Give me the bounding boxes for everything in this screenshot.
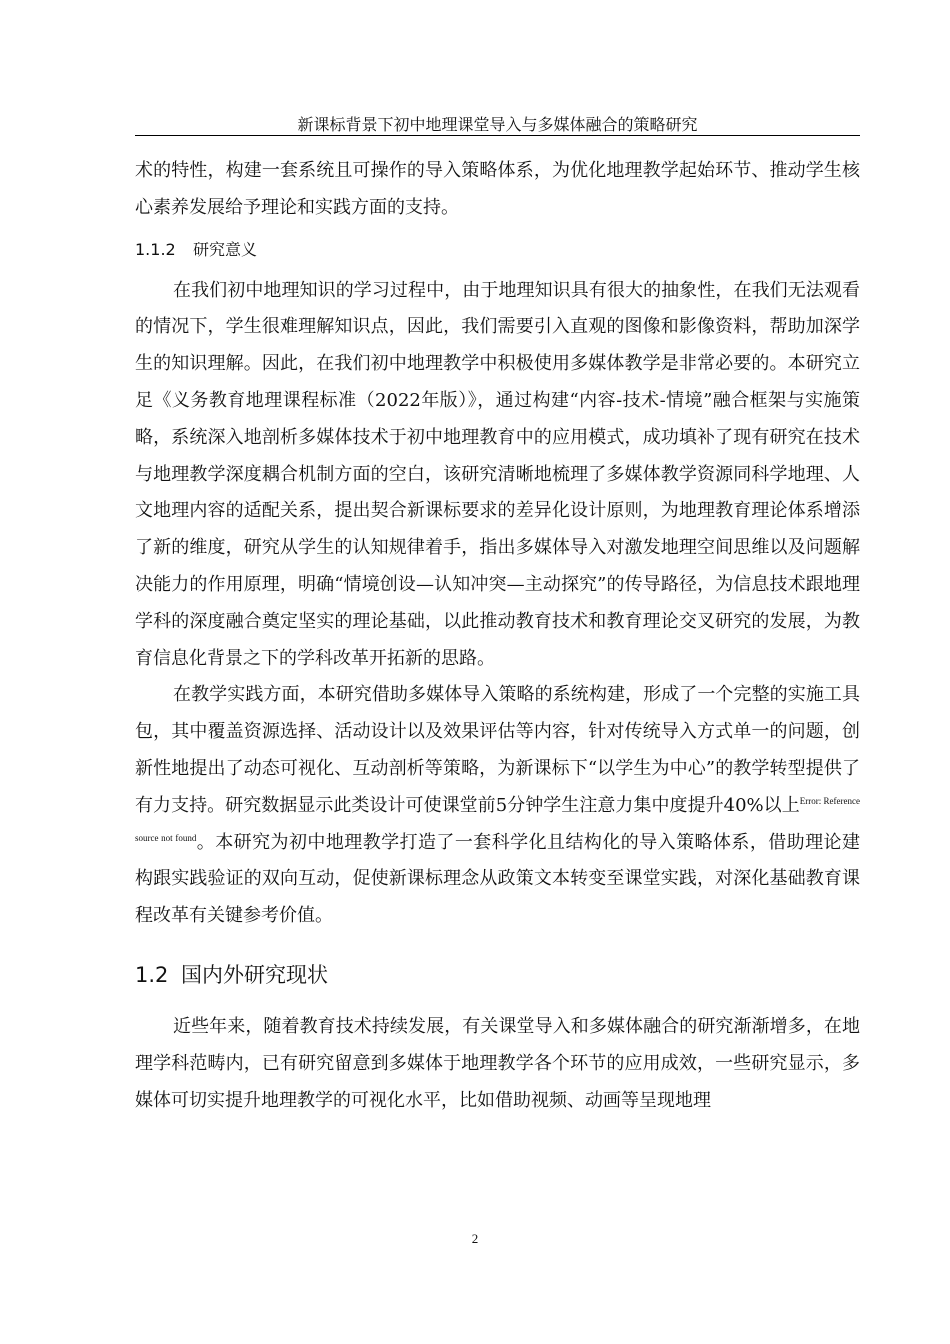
reference-error-note: Error: Reference source not found (135, 795, 860, 843)
section-heading-1-2 (135, 961, 860, 989)
section-number: 1.2 (135, 962, 169, 987)
research-significance-paragraph-2 (135, 677, 860, 935)
running-header: 新课标背景下初中地理课堂导入与多媒体融合的策略研究 (297, 115, 698, 134)
section-heading-1-1-2 (135, 239, 860, 261)
section-title: 研究意义 (193, 239, 258, 259)
section-number: 1.1.2 (135, 239, 176, 259)
paragraph-text-before-ref: 在教学实践方面，本研究借助多媒体导入策略的系统构建，形成了一个完整的实施工具包，其中覆盖资源选择、活动设计以及效果评估等内容，针对传统导入方式单一的问题，创新性地提出了动态可视化、互动剖析等策略，为新课标下“以学生为中心”的教学转型提供了有力支持。研究数据显示此类设计可使课堂前5分钟学生注意力集中度提升40%以上 (135, 684, 860, 816)
section-title: 国内外研究现状 (181, 962, 328, 987)
header-divider (135, 135, 860, 136)
continued-paragraph: 术的特性，构建一套系统且可操作的导入策略体系，为优化地理教学起始环节、推动学生核心素养发展给予理论和实践方面的支持。 (135, 160, 860, 218)
page-number: 2 (471, 1231, 479, 1246)
research-status-paragraph-1: 近些年来，随着教育技术持续发展，有关课堂导入和多媒体融合的研究渐渐增多，在地理学科范畴内，已有研究留意到多媒体于地理教学各个环节的应用成效，一些研究显示，多媒体可切实提升地理教学的可视化水平，比如借助视频、动画等呈现地理 (135, 1015, 860, 1111)
research-significance-paragraph-1: 在我们初中地理知识的学习过程中，由于地理知识具有很大的抽象性，在我们无法观看的情况下，学生很难理解知识点，因此，我们需要引入直观的图像和影像资料，帮助加深学生的知识理解。因此，在我们初中地理教学中积极使用多媒体教学是非常必要的。本研究立足《义务教育地理课程标准（2022年版）》，通过构建“内容-技术-情境”融合框架与实施策略，系统深入地剖析多媒体技术于初中地理教育中的应用模式，成功填补了现有研究在技术与地理教学深度耦合机制方面的空白，该研究清晰地梳理了多媒体教学资源同科学地理、人文地理内容的适配关系，提出契合新课标要求的差异化设计原则，为地理教育理论体系增添了新的维度，研究从学生的认知规律着手，指出多媒体导入对激发地理空间思维以及问题解决能力的作用原理，明确“情境创设—认知冲突—主动探究”的传导路径，为信息技术跟地理学科的深度融合奠定坚实的理论基础，以此推动教育技术和教育理论交叉研究的发展，为教育信息化背景之下的学科改革开拓新的思路。 (135, 279, 860, 669)
paragraph-text-after-ref: 。本研究为初中地理教学打造了一套科学化且结构化的导入策略体系，借助理论建构跟实践验证的双向互动，促使新课标理念从政策文本转变至课堂实践，对深化基础教育课程改革有关键参考价值。 (135, 831, 860, 927)
document-body (135, 153, 860, 1119)
